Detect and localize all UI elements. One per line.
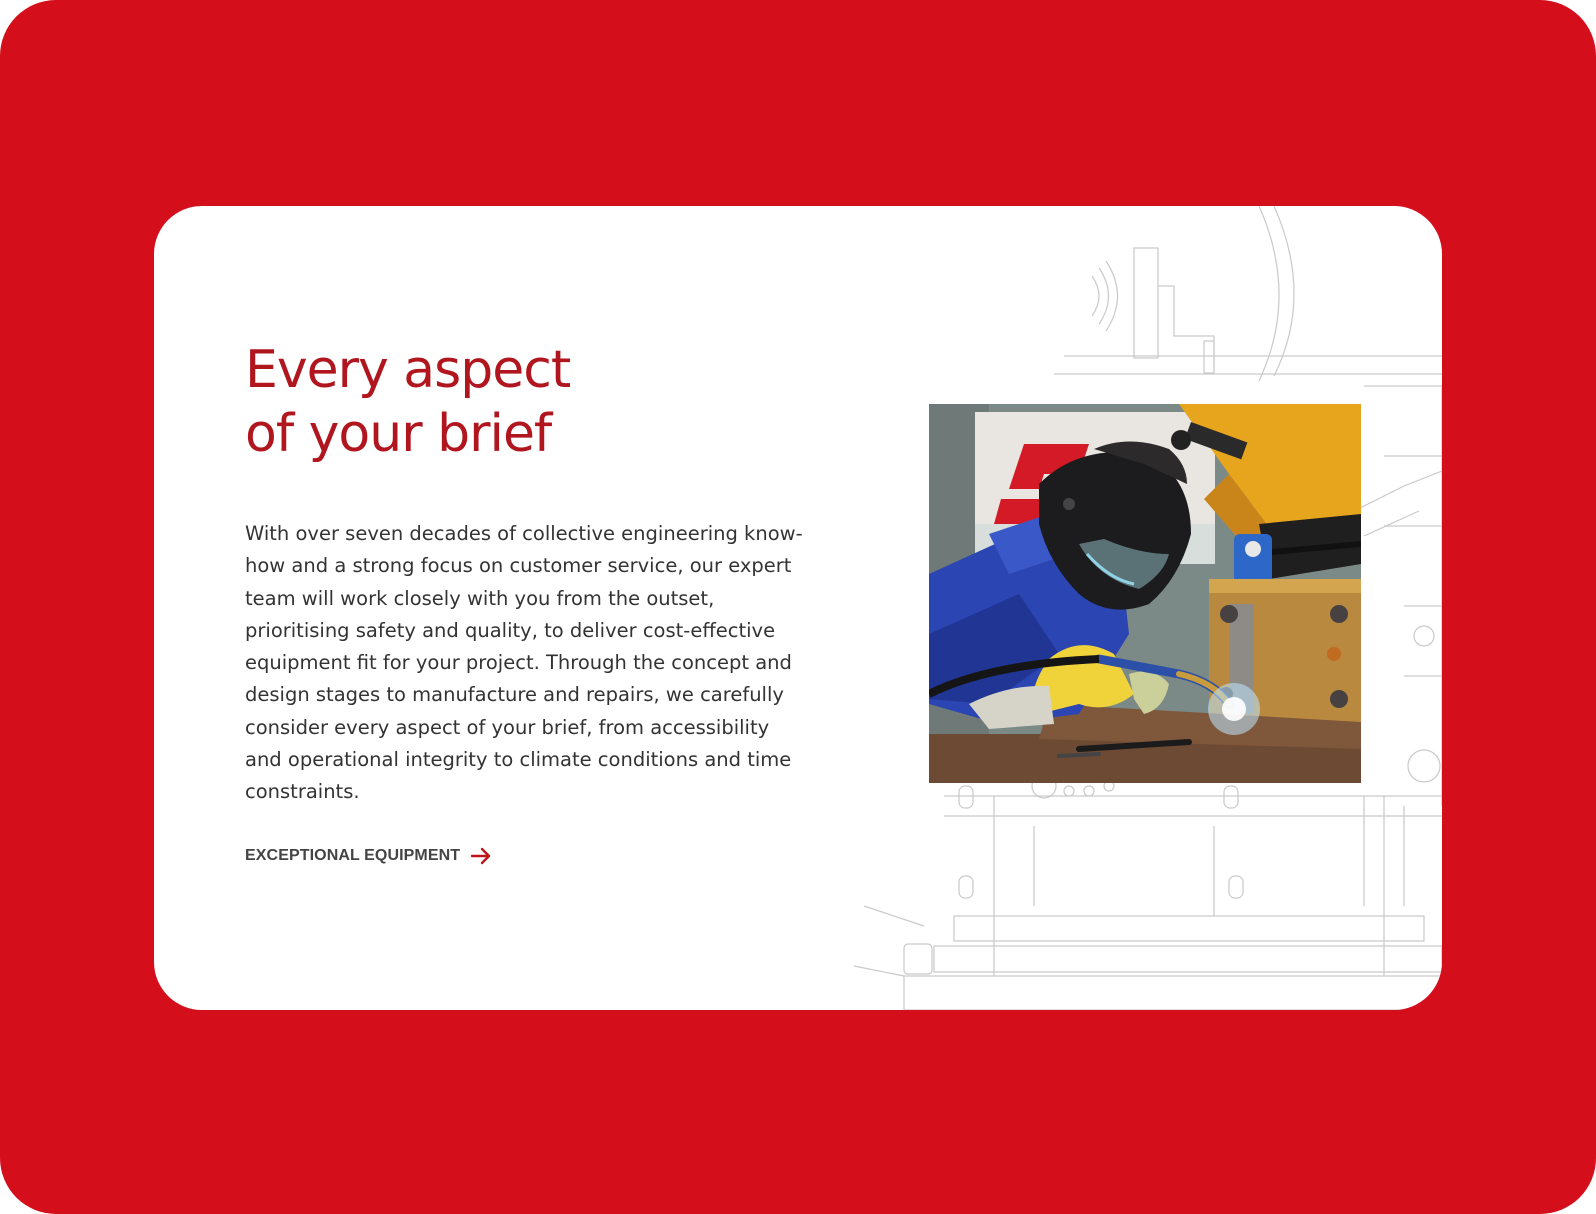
section-description: With over seven decades of collective engineering know-how and a strong focus on customer service, our expert team will work closely with you from the outset, prioritising safety and quality, to deliver cost-effective equipment fit for your project. Through the concept and design stages to manufacture and repairs, we carefully consider every aspect of your brief, from accessibility and operational integrity to climate conditions and time constraints. [245,522,803,804]
section-heading: Every aspect of your brief [245,340,571,464]
arrow-right-icon [470,846,492,866]
cta-label: EXCEPTIONAL EQUIPMENT [245,847,461,864]
welder-photo [929,404,1361,783]
content-card [154,206,1442,1010]
exceptional-equipment-link[interactable] [245,846,492,866]
